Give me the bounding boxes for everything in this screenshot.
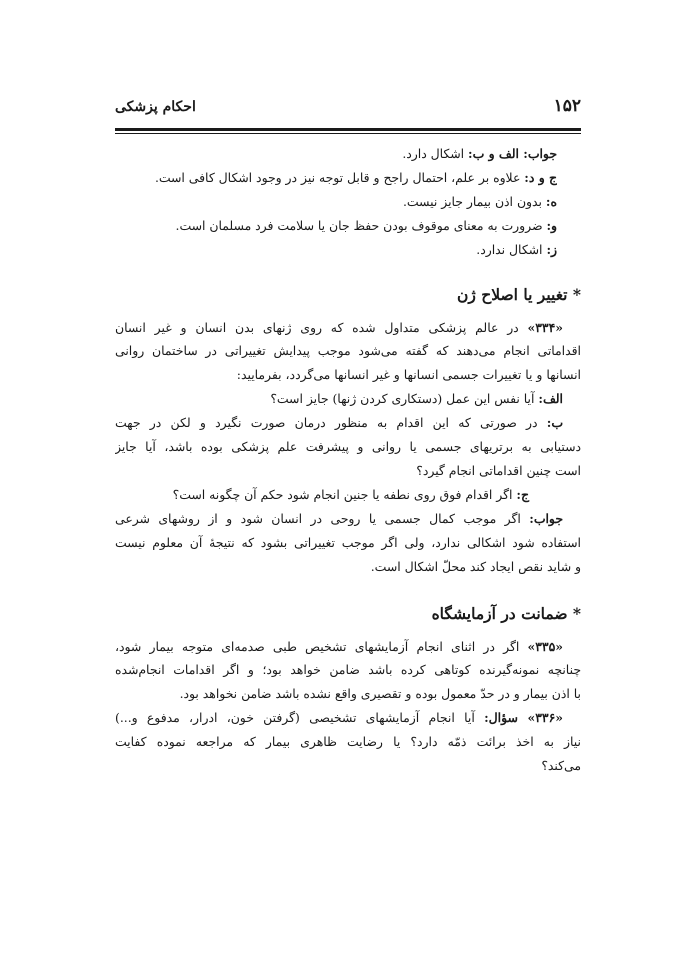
question-334-part-be-line-3: است چنین اقداماتی انجام گیرد؟ <box>416 462 581 478</box>
question-336-line-1: «۳۳۶» سؤال: آیا انجام آزمایشهای تشخیصی (گرفتن خون، ادرار، مدفوع و...) <box>115 710 563 726</box>
question-334-line-3: انسانها و یا تغییرات جسمی انسانها و غیر انسانها می‌گردد، بفرمایید: <box>236 367 581 383</box>
question-336-line-3: می‌کند؟ <box>541 758 581 774</box>
answer-line-he: ه: بدون اذن بیمار جایز نیست. <box>402 193 557 209</box>
question-336-line-2: نیاز به اخذ برائت ذمّه دارد؟ یا رضایت ظاهری بیمار که مراجعه نموده کفایت <box>115 734 581 750</box>
running-title: احکام پزشکی <box>115 99 196 115</box>
question-334-part-alef: الف: آیا نفس این عمل (دستکاری کردن ژنها) جایز است؟ <box>270 391 563 407</box>
section-heading-lab-liability: * ضمانت در آزمایشگاه <box>431 603 581 623</box>
question-334-part-be-line-2: دستیابی به برتریهای جسمی یا روانی و پیشرفت علم پزشکی بوده باشد، آیا جایز <box>115 439 581 455</box>
question-334-part-be-line-1: ب: در صورتی که این اقدام به منظور درمان صورت نگیرد و لکن در جهت <box>115 415 563 431</box>
header-rule-thick <box>115 128 581 131</box>
previous-answers <box>115 142 581 262</box>
book-page <box>115 96 581 778</box>
answer-line-jim-dal: ج و د: علاوه بر علم، احتمال راجح و قابل توجه نیز در وجود اشکال کافی است. <box>154 169 557 185</box>
question-334-line-1: «۳۳۴» در عالم پزشکی متداول شده که روی ژنهای بدن انسان و غیر انسان <box>115 319 563 335</box>
answer-334-line-3: و شاید نقص ایجاد کند محلّ اشکال است. <box>370 558 581 574</box>
header-rule-thin <box>115 133 581 134</box>
answer-334-line-2: استفاده شود اشکالی ندارد، ولی اگر موجب تغییراتی بشود که نتیجهٔ آن معلوم نیست <box>115 534 581 550</box>
page-number: ۱۵۲ <box>553 96 581 116</box>
question-334-line-2: اقداماتی انجام می‌دهند که گفته می‌شود موجب پیدایش تغییراتی در ساختمان روانی <box>115 343 581 359</box>
question-335-line-3: با اذن بیمار و در حدّ معمول بوده و تقصیری واقع نشده باشد ضامن نخواهد بود. <box>179 686 581 702</box>
answer-line-vav: و: ضرورت به معنای موقوف بودن حفظ جان یا سلامت فرد مسلمان است. <box>175 217 557 233</box>
answer-334-line-1: جواب: اگر موجب کمال جسمی یا روحی در انسان شود و از روشهای شرعی <box>115 510 563 526</box>
question-334-part-jim: ج: اگر اقدام فوق روی نطفه یا جنین انجام شود حکم آن چگونه است؟ <box>172 486 529 502</box>
question-335-line-1: «۳۳۵» اگر در اثنای انجام آزمایشهای تشخیص طبی صدمه‌ای متوجه بیمار شود، <box>115 638 563 654</box>
answer-line-alef-be: جواب: الف و ب: اشکال دارد. <box>402 146 557 161</box>
page-header <box>115 96 581 126</box>
question-335-line-2: چنانچه نمونه‌گیرنده کوتاهی کرده باشد ضامن خواهد بود؛ و اگر اقدامات انجام‌شده <box>115 662 581 678</box>
section-heading-gene-editing: * تغییر یا اصلاح ژن <box>456 284 581 304</box>
answer-line-ze: ز: اشکال ندارد. <box>476 241 557 257</box>
